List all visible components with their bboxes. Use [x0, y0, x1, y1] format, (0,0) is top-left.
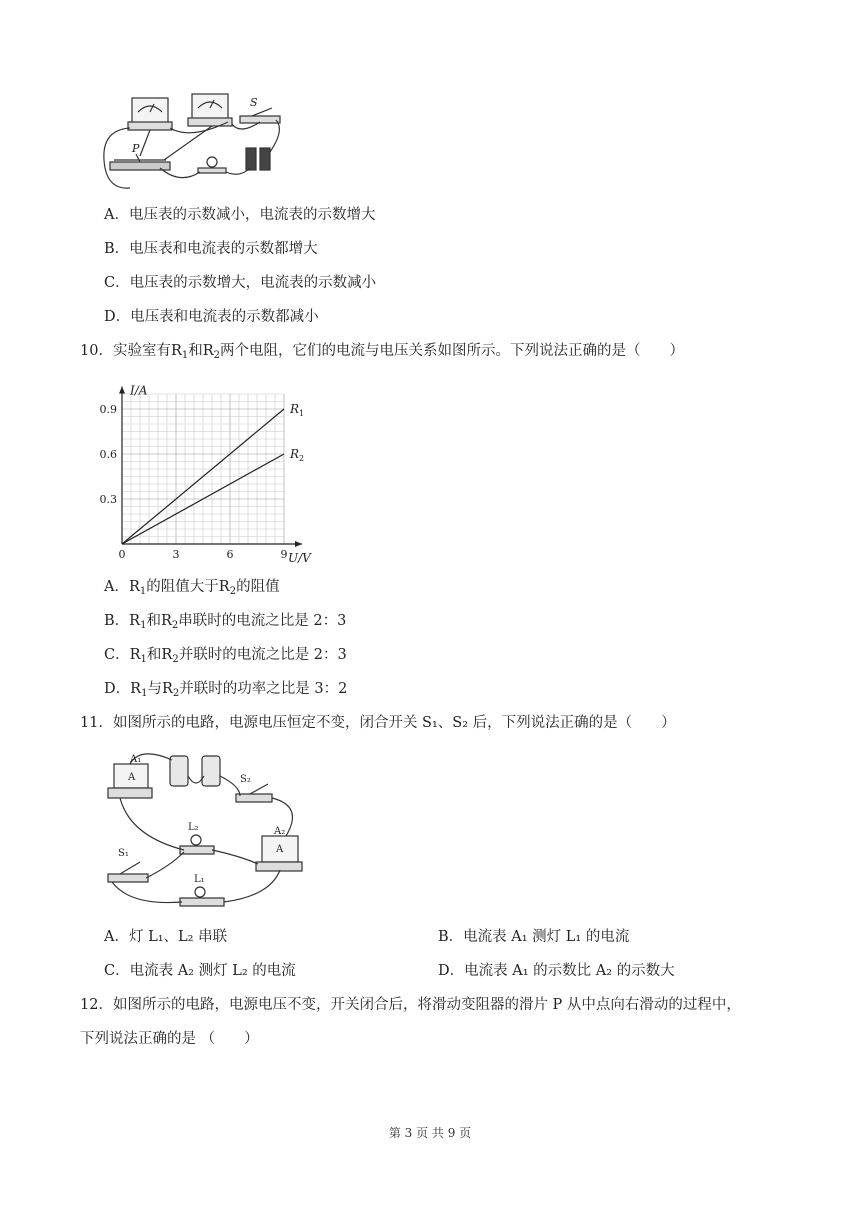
q10-text-a: 实验室有 [112, 343, 171, 359]
series-label-r1: $R_1$ [290, 402, 305, 418]
q10-opt-b-tail: 串联时的电流之比是 2：3 [178, 613, 347, 629]
q10-opt-a-rb: R [218, 579, 230, 595]
q10-opt-a-tail: 的阻值 [236, 579, 280, 595]
q11-l1-label: L₁ [194, 874, 205, 885]
q12-number: 12． [80, 997, 113, 1013]
q11-circuit-diagram [100, 746, 320, 916]
series-label-sub: 2 [299, 454, 305, 463]
q10-opt-c-r: R [129, 647, 141, 663]
q12-stem-line1 [80, 996, 741, 1014]
x-tick-label: 6 [226, 548, 234, 561]
q11-option-c[interactable]: C．电流表 A₂ 测灯 L₂ 的电流 [104, 963, 296, 979]
q10-opt-b-r: R [129, 613, 141, 629]
q9-slider-label: P [132, 142, 140, 155]
q9-option-a[interactable]: A．电压表的示数减小，电流表的示数增大 [104, 207, 376, 223]
q11-a2-label: A₂ [274, 826, 286, 837]
q11-number: 11． [80, 715, 113, 731]
y-axis-label: I/A [130, 383, 148, 398]
q10-text-b: 两个电阻，它们的电流与电压关系如图所示。下列说法正确的是（ ） [220, 343, 685, 359]
q10-opt-b-mid: 和 [146, 613, 161, 629]
q10-r1: R [170, 343, 182, 359]
q10-opt-b-rb: R [160, 613, 172, 629]
q10-opt-b-prefix: B． [104, 613, 130, 629]
q10-opt-a-mid: 的阻值大于 [146, 579, 219, 595]
q10-opt-d-s1: 1 [141, 688, 148, 699]
y-axis-arrow [119, 387, 125, 394]
q10-opt-d-s2: 2 [172, 688, 180, 699]
q10-opt-a-r: R [128, 579, 140, 595]
x-tick-label: 9 [280, 548, 288, 561]
q10-option-a[interactable] [104, 578, 280, 596]
q10-opt-d-tail: 并联时的功率之比是 3：2 [179, 681, 348, 697]
q10-opt-c-s1: 1 [140, 654, 147, 665]
series-label-r2: $R_2$ [290, 447, 305, 463]
q10-opt-d-rb: R [161, 681, 173, 697]
q10-r1-sub: 1 [181, 350, 189, 361]
q10-opt-d-r: R [130, 681, 142, 697]
q10-option-b[interactable] [104, 612, 346, 630]
page-footer: 第 3 页 共 9 页 [388, 1126, 472, 1140]
q9-switch-label: S [250, 96, 258, 109]
q10-opt-c-prefix: C． [104, 647, 130, 663]
q10-opt-a-s1: 1 [139, 586, 147, 597]
q11-option-d[interactable]: D．电流表 A₁ 的示数比 A₂ 的示数大 [438, 963, 675, 979]
q10-opt-b-s1: 1 [140, 620, 147, 631]
q10-stem [80, 342, 684, 360]
q10-option-c[interactable] [104, 646, 347, 664]
q9-option-b[interactable]: B．电压表和电流表的示数都增大 [104, 241, 318, 257]
y-tick-label: 0.3 [99, 493, 117, 506]
q9-circuit-diagram [100, 90, 290, 195]
q10-opt-c-tail: 并联时的电流之比是 2：3 [178, 647, 347, 663]
series-label-sub: 1 [299, 409, 305, 418]
q11-a1-meter-glyph: A [128, 772, 136, 783]
q12-line1: 如图所示的电路，电源电压不变，开关闭合后，将滑动变阻器的滑片 P 从中点向右滑动的过程中， [112, 997, 741, 1013]
q11-s2-label: S₂ [240, 774, 251, 785]
q10-opt-a-prefix: A． [104, 579, 129, 595]
q10-opt-d-mid: 与 [147, 681, 162, 697]
q10-option-d[interactable] [104, 680, 347, 698]
q10-opt-c-mid: 和 [146, 647, 162, 663]
x-axis-label: U/V [288, 551, 311, 565]
q11-stem [80, 714, 676, 732]
q10-opt-c-rb: R [161, 647, 173, 663]
q11-s1-label: S₁ [118, 848, 129, 859]
x-tick-label: 3 [172, 548, 180, 561]
q10-opt-c-s2: 2 [172, 654, 179, 665]
q9-option-c[interactable]: C．电压表的示数增大，电流表的示数减小 [104, 275, 377, 291]
q10-iu-chart [96, 366, 346, 568]
q11-l2-label: L₂ [188, 822, 199, 833]
q10-and: 和 [188, 343, 203, 359]
q11-a2-meter-glyph: A [276, 844, 284, 855]
y-tick-label: 0.6 [99, 448, 117, 461]
q10-number: 10． [80, 343, 113, 359]
q11-text: 如图所示的电路，电源电压恒定不变，闭合开关 S₁、S₂ 后，下列说法正确的是（ ） [112, 715, 676, 731]
x-axis-arrow [295, 541, 302, 547]
q11-option-b[interactable]: B．电流表 A₁ 测灯 L₁ 的电流 [438, 929, 630, 945]
q11-option-a[interactable]: A．灯 L₁、L₂ 串联 [104, 929, 228, 945]
q12-stem-line2: 下列说法正确的是 （ ） [80, 1031, 259, 1047]
q10-opt-a-s2: 2 [229, 586, 237, 597]
q10-r2-sub: 2 [213, 350, 221, 361]
q10-opt-d-prefix: D． [104, 681, 131, 697]
y-tick-label: 0.9 [99, 403, 117, 416]
x-tick-label: 0 [118, 548, 126, 561]
q10-r2: R [202, 343, 214, 359]
q10-opt-b-s2: 2 [171, 620, 179, 631]
q11-a1-label: A₁ [130, 754, 142, 765]
q9-option-d[interactable]: D．电压表和电流表的示数都减小 [104, 309, 319, 325]
